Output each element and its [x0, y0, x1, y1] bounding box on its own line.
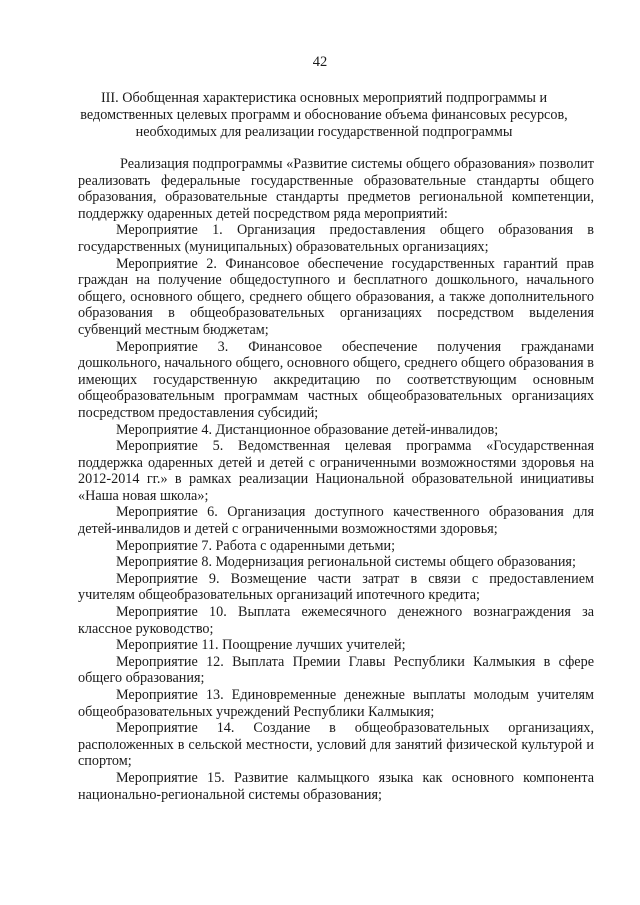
intro-paragraph: Реализация подпрограммы «Развитие системы общего образования» позволит реализовать федеральные государственные образовательные стандарты общего образования, образовательные стандарты предметов региональной компетенции, поддержку одаренных детей посредством ряда мероприятий:: [78, 156, 594, 222]
measure-8: Мероприятие 8. Модернизация региональной системы общего образования;: [116, 554, 576, 571]
measure-2: Мероприятие 2. Финансовое обеспечение государственных гарантий прав граждан на получение общедоступного и бесплатного дошкольного, начального общего, основного общего, среднего общего образования, а также дополнительного образования в общеобразовательных организациях посредством выделения субвенций местным бюджетам;: [78, 255, 594, 338]
measure-5: Мероприятие 5. Ведомственная целевая программа «Государственная поддержка одаренных детей и детей с ограниченными возможностями здоровья на 2012-2014 гг.» в рамках реализации Национальной образовательной инициативы «Наша новая школа»;: [78, 438, 594, 504]
measure-6: Мероприятие 6. Организация доступного качественного образования для детей-инвалидов и детей с ограниченными возможностями здоровья;: [78, 504, 594, 538]
measure-1: Мероприятие 1. Организация предоставления общего образования в государственных (муниципальных) образовательных организациях;: [78, 222, 594, 255]
measure-9: Мероприятие 9. Возмещение части затрат в связи с предоставлением учителям общеобразовательных организаций ипотечного кредита;: [78, 570, 594, 604]
measure-11: Мероприятие 11. Поощрение лучших учителей;: [116, 637, 406, 654]
measure-10: Мероприятие 10. Выплата ежемесячного денежного вознаграждения за классное руководство;: [78, 604, 594, 637]
section-heading: III. Обобщенная характеристика основных мероприятий подпрограммы и ведомственных целевых программ и обоснование объема финансовых ресурсов, необходимых для реализации государственной подпрограммы: [80, 90, 568, 140]
measure-13: Мероприятие 13. Единовременные денежные выплаты молодым учителям общеобразовательных учреждений Республики Калмыкия;: [78, 687, 594, 720]
page-number: 42: [312, 54, 328, 70]
measure-14: Мероприятие 14. Создание в общеобразовательных организациях, расположенных в сельской местности, условий для занятий физической культурой и спортом;: [78, 720, 594, 770]
measure-4: Мероприятие 4. Дистанционное образование детей-инвалидов;: [116, 421, 499, 438]
measure-15: Мероприятие 15. Развитие калмыцкого языка как основного компонента национально-региональной системы образования;: [78, 769, 594, 803]
measure-12: Мероприятие 12. Выплата Премии Главы Республики Калмыкия в сфере общего образования;: [78, 653, 594, 687]
measure-7: Мероприятие 7. Работа с одаренными детьми;: [116, 537, 396, 554]
document-body: [78, 156, 594, 803]
measure-3: Мероприятие 3. Финансовое обеспечение получения гражданами дошкольного, начального общего, основного общего, среднего общего образования в имеющих государственную аккредитацию по соответствующим основным общеобразовательным программам частных общеобразовательных организациях посредством предоставления субсидий;: [78, 338, 594, 421]
